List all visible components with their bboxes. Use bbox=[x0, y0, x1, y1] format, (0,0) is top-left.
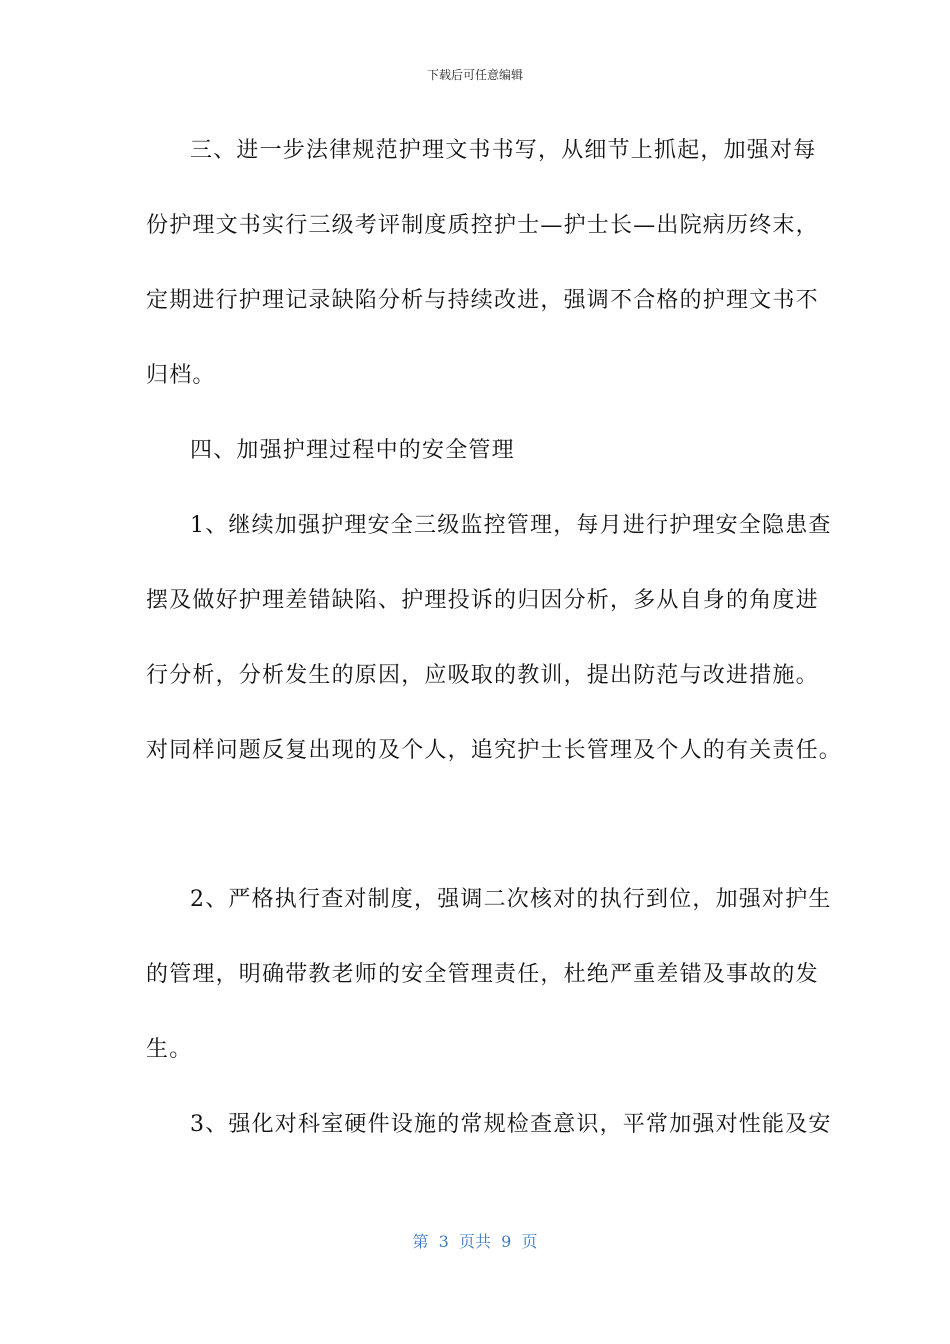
text-line: 行分析，分析发生的原因，应吸取的教训，提出防范与改进措施。 bbox=[146, 663, 819, 688]
text-line: 的管理，明确带教老师的安全管理责任，杜绝严重差错及事故的发 bbox=[146, 962, 819, 987]
page-header: 下载后可任意编辑 bbox=[426, 68, 523, 82]
section-heading: 四、加强护理过程中的安全管理 bbox=[190, 438, 515, 463]
text-line: 3、强化对科室硬件设施的常规检查意识，平常加强对性能及安 bbox=[190, 1112, 832, 1137]
text-line: 份护理文书实行三级考评制度质控护士—护士长—出院病历终末， bbox=[146, 213, 819, 238]
text-line: 对同样问题反复出现的及个人，追究护士长管理及个人的有关责任。 bbox=[146, 738, 843, 763]
text-line: 归档。 bbox=[146, 363, 216, 388]
text-line: 生。 bbox=[146, 1037, 193, 1062]
text-line: 三、进一步法律规范护理文书书写，从细节上抓起，加强对每 bbox=[190, 138, 817, 163]
text-line: 定期进行护理记录缺陷分析与持续改进，强调不合格的护理文书不 bbox=[146, 288, 819, 313]
text-line: 1、继续加强护理安全三级监控管理，每月进行护理安全隐患查 bbox=[190, 513, 832, 538]
text-line: 摆及做好护理差错缺陷、护理投诉的归因分析，多从自身的角度进 bbox=[146, 588, 819, 613]
page-footer: 第 3 页共 9 页 bbox=[412, 1232, 538, 1251]
text-line: 2、严格执行查对制度，强调二次核对的执行到位，加强对护生 bbox=[190, 887, 832, 912]
